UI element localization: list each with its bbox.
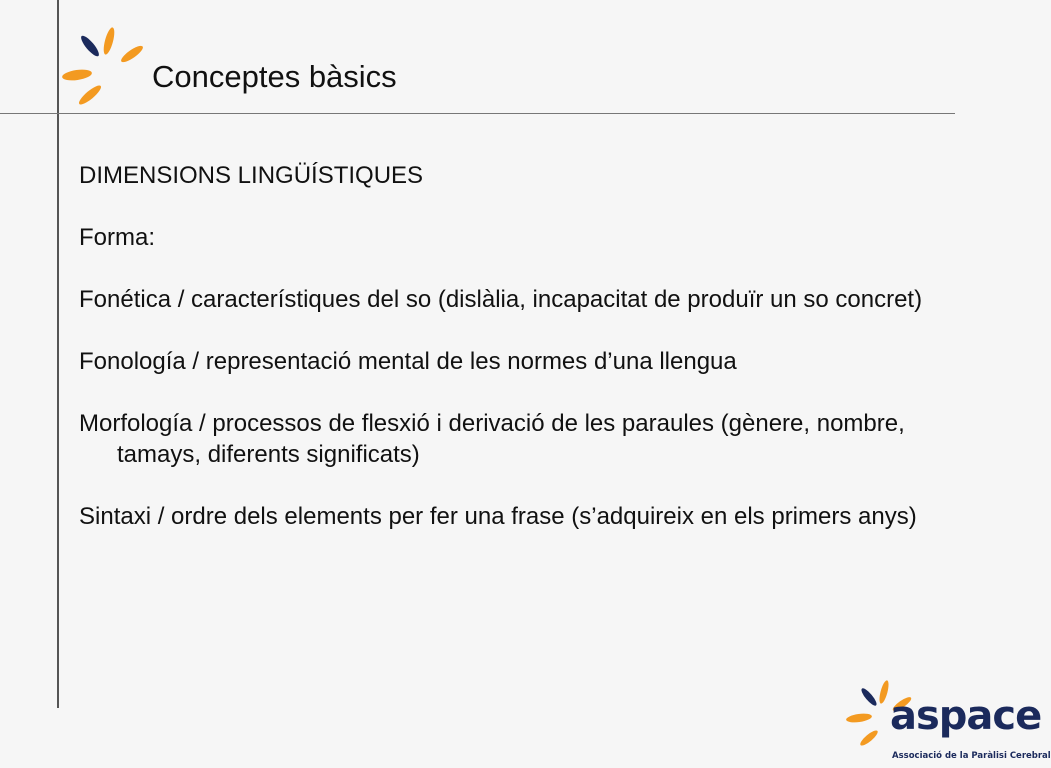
paragraph-fonetica: Fonética / característiques del so (dislàlia, incapacitat de produïr un so concret) (79, 286, 923, 313)
aspace-flower-logo-icon (52, 26, 152, 114)
paragraph-sintaxi: Sintaxi / ordre dels elements per fer una frase (s’adquireix en els primers anys) (79, 503, 917, 530)
brand-tagline: Associació de la Paràlisi Cerebral (892, 751, 1051, 761)
paragraph-morfologia: Morfología / processos de flesxió i derivació de les paraules (gènere, nombre, tamays, diferents significats) (79, 410, 905, 468)
paragraph-fonologia: Fonología / representació mental de les normes d’una llengua (79, 348, 737, 375)
brand-logo (846, 680, 1051, 768)
subheading-forma: Forma: (79, 224, 156, 251)
section-heading: DIMENSIONS LINGÜÍSTIQUES (79, 162, 424, 189)
brand-name: aspace (890, 693, 1042, 739)
slide-title: Conceptes bàsics (152, 59, 397, 94)
slide-body (79, 160, 949, 563)
